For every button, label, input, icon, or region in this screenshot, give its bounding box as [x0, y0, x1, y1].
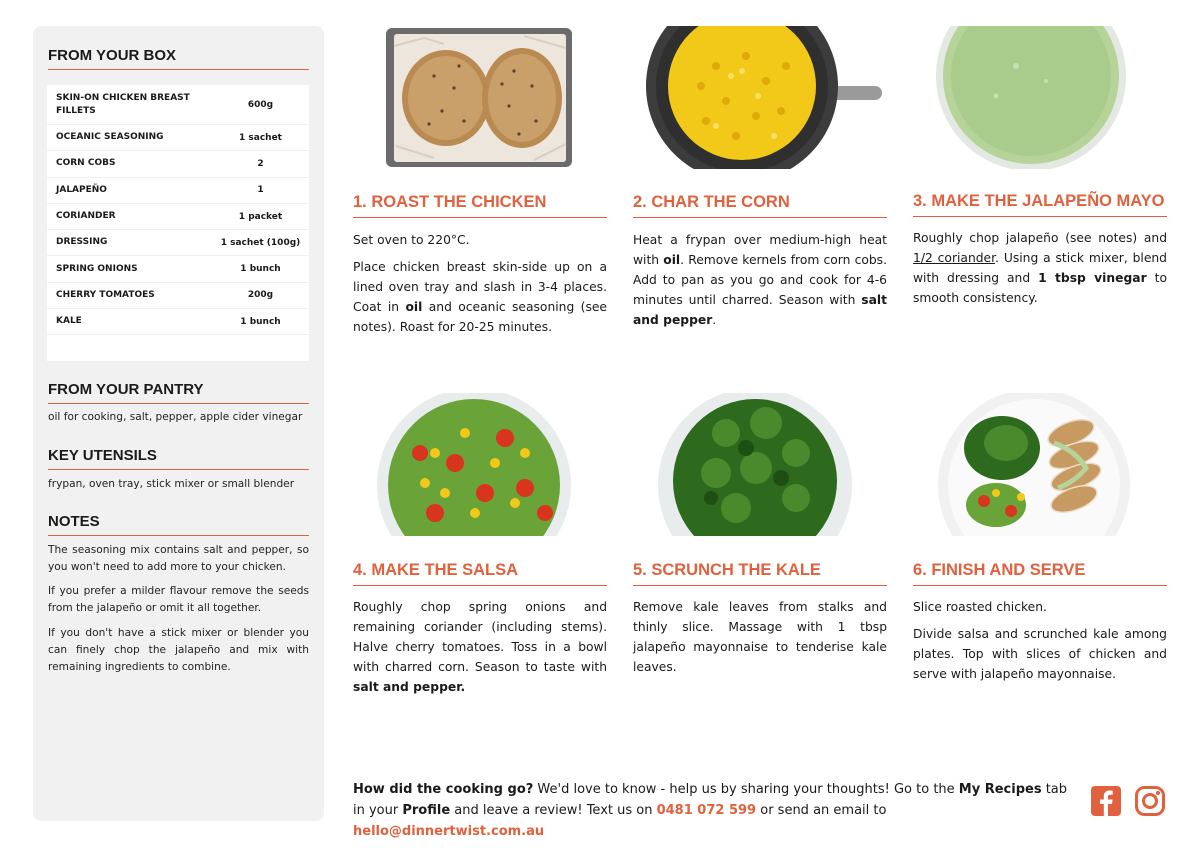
ingredient-name: OCEANIC SEASONING — [56, 132, 164, 143]
text-span: Roughly chop jalapeño (see notes) and — [913, 231, 1167, 245]
ingredient-qty: 1 — [257, 185, 264, 196]
ingredient-name: JALAPEÑO — [56, 184, 107, 195]
step-6-text — [913, 597, 1167, 691]
table-row — [47, 204, 309, 230]
step-3-title: 3. MAKE THE JALAPEÑO MAYO — [913, 192, 1167, 217]
ingredient-name: CORN COBS — [56, 158, 116, 169]
ingredient-name: KALE — [56, 316, 82, 327]
ingredient-qty: 1 bunch — [240, 316, 281, 327]
pantry-heading: FROM YOUR PANTRY — [48, 381, 309, 404]
ingredient-qty: 600g — [247, 99, 274, 110]
finish-plate-photo — [936, 393, 1132, 536]
step-1-text — [353, 230, 607, 344]
instagram-icon[interactable] — [1134, 785, 1166, 817]
table-row — [47, 256, 309, 282]
bold-text: salt and pepper. — [353, 680, 466, 694]
box-ingredients-table — [47, 85, 309, 361]
ingredient-name: SKIN-ON CHICKEN BREAST FILLETS — [56, 92, 190, 116]
step-6-p1: Slice roasted chicken. — [913, 600, 1047, 614]
step-4-title: 4. MAKE THE SALSA — [353, 561, 607, 586]
text-span: We'd love to know - help us by sharing your thoughts! Go to the — [533, 782, 959, 797]
text-span: . — [712, 313, 717, 327]
text-span: . Using a stick mixer, blend with dressing and — [913, 251, 1167, 285]
table-row — [47, 178, 309, 204]
phone-link[interactable]: 0481 072 599 — [656, 803, 757, 818]
step-5-title: 5. SCRUNCH THE KALE — [633, 561, 887, 586]
char-corn-photo — [646, 26, 882, 169]
ingredient-qty: 200g — [247, 290, 274, 301]
profile-label: Profile — [402, 803, 451, 818]
notes-heading: NOTES — [48, 513, 309, 536]
text-span: Heat a frypan over medium-high heat with — [633, 233, 887, 267]
step-3-text — [913, 228, 1167, 315]
salsa-photo — [375, 393, 573, 536]
step-4-p1 — [353, 597, 607, 697]
note-3: If you don't have a stick mixer or blender you can finely chop the jalapeño and mix with remaining ingredients to combine. — [48, 627, 309, 673]
ingredient-qty: 1 bunch — [240, 264, 281, 275]
ingredient-name: CHERRY TOMATOES — [56, 289, 155, 300]
roast-chicken-photo — [384, 26, 574, 169]
step-6-p2: Divide salsa and scrunched kale among plates. Top with slices of chicken and serve with jalapeño mayonnaise. — [913, 627, 1167, 681]
pantry-text: oil for cooking, salt, pepper, apple cider vinegar — [48, 411, 303, 423]
step-3-p1 — [913, 228, 1167, 308]
utensils-heading: KEY UTENSILS — [48, 447, 309, 470]
ingredient-name: CORIANDER — [56, 211, 116, 222]
ingredient-qty: 1 sachet (100g) — [220, 237, 301, 248]
text-span: tab in your — [353, 782, 1068, 818]
step-1-title: 1. ROAST THE CHICKEN — [353, 193, 607, 218]
bold-text: 1 tbsp vinegar — [1038, 271, 1147, 285]
footer-question: How did the cooking go? — [353, 782, 534, 797]
step-5-text — [633, 597, 887, 684]
table-row — [47, 125, 309, 151]
step-6-title: 6. FINISH AND SERVE — [913, 561, 1167, 586]
bold-text: oil — [405, 300, 423, 314]
email-link[interactable]: hello@dinnertwist.com.au — [353, 824, 545, 839]
feedback-footer — [353, 779, 1071, 842]
bold-text: oil — [663, 253, 681, 267]
ingredient-qty: 2 — [257, 158, 264, 169]
ingredient-qty: 1 sachet — [239, 132, 282, 143]
table-row — [47, 151, 309, 177]
underlined-text: 1/2 coriander — [913, 251, 996, 265]
step-2-title: 2. CHAR THE CORN — [633, 193, 887, 218]
box-heading: FROM YOUR BOX — [48, 47, 309, 70]
table-row — [47, 230, 309, 256]
note-2: If you prefer a milder flavour remove the seeds from the jalapeño or omit it all together. — [48, 585, 309, 614]
ingredient-name: DRESSING — [56, 237, 108, 248]
ingredient-qty: 1 packet — [238, 211, 283, 222]
step-4-text — [353, 597, 607, 704]
ingredient-name: SPRING ONIONS — [56, 263, 138, 274]
text-span: and oceanic seasoning (see notes). Roast for 20-25 minutes. — [353, 300, 607, 334]
text-span: or send an email to — [756, 803, 887, 818]
facebook-icon[interactable] — [1090, 785, 1122, 817]
note-1: The seasoning mix contains salt and pepper, so you won't need to add more to your chicken. — [48, 544, 309, 573]
text-span: Place chicken breast skin-side up on a lined oven tray and slash in 3-4 places. Coat in — [353, 260, 607, 314]
kale-photo — [656, 393, 854, 536]
step-2-text — [633, 230, 887, 337]
utensils-text: frypan, oven tray, stick mixer or small blender — [48, 478, 295, 490]
step-1-p1: Set oven to 220°C. — [353, 233, 470, 247]
sidebar — [33, 26, 324, 821]
text-span: to smooth consistency. — [913, 271, 1167, 305]
text-span: and leave a review! Text us on — [450, 803, 657, 818]
table-row — [47, 85, 309, 125]
table-row — [47, 283, 309, 309]
my-recipes-label: My Recipes — [958, 782, 1042, 797]
step-5-p1: Remove kale leaves from stalks and thinly slice. Massage with 1 tbsp jalapeño mayonnaise to tenderise kale leaves. — [633, 600, 887, 674]
text-span: Roughly chop spring onions and remaining coriander (including stems). Halve cherry tomatoes. Toss in a bowl with charred corn. Season to taste with — [353, 600, 607, 674]
step-2-p1 — [633, 230, 887, 330]
text-span: . Remove kernels from corn cobs. Add to pan as you go and cook for 4-6 minutes until charred. Season with — [633, 253, 887, 307]
table-row — [47, 309, 309, 335]
step-1-p2 — [353, 257, 607, 337]
bold-text: salt and pepper — [633, 293, 887, 327]
jalapeno-mayo-photo — [936, 26, 1126, 169]
